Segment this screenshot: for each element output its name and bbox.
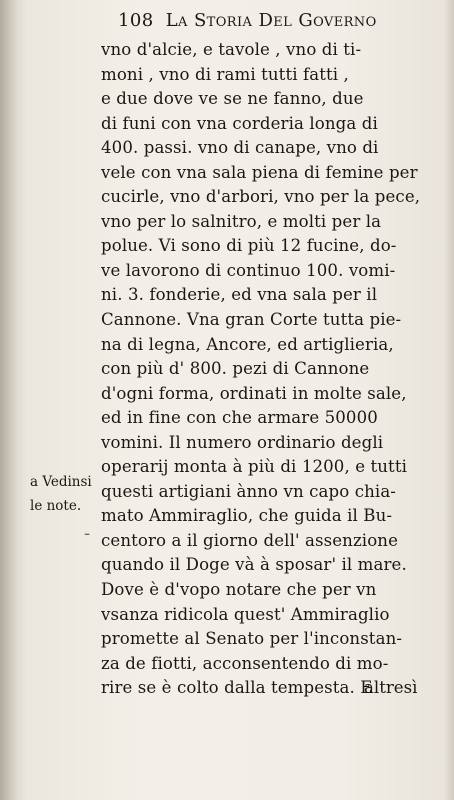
margin-mark: -: [84, 523, 91, 544]
text-line: con più d' 800. pezi di Cannone: [101, 359, 370, 379]
text-line: mato Ammiraglio, che guida il Bu-: [101, 506, 393, 526]
body-text: [101, 38, 431, 701]
catchword: altresì: [364, 678, 418, 697]
text-line: di funi con vna corderia longa di: [101, 113, 378, 133]
text-line: promette al Senato per l'inconstan-: [101, 629, 403, 649]
text-line: polue. Vi sono di più 12 fucine, do-: [101, 236, 397, 256]
text-line: vomini. Il numero ordinario degli: [101, 432, 384, 452]
text-line: operarij monta à più di 1200, e tutti: [101, 457, 408, 477]
text-line: vno per lo salnitro, e molti per la: [101, 211, 382, 231]
text-line: ni. 3. fonderie, ed vna sala per il: [101, 285, 378, 305]
margin-note: [30, 470, 98, 518]
page-header: [118, 10, 418, 36]
text-line: Cannone. Vna gran Corte tutta pie-: [101, 310, 402, 330]
text-line: za de fiotti, acconsentendo di mo-: [101, 653, 389, 673]
running-head: La Storia Del Governo: [165, 10, 377, 31]
text-line: Dove è d'vopo notare che per vn: [101, 580, 377, 600]
text-line: ed in fine con che armare 50000: [101, 408, 378, 428]
text-line: questi artigiani ànno vn capo chia-: [101, 481, 397, 501]
text-line: quando il Doge và à sposar' il mare.: [101, 555, 407, 575]
text-line: ve lavorono di continuo 100. vomi-: [101, 260, 396, 280]
margin-note-line: a Vedinsi: [30, 474, 92, 490]
text-line: na di legna, Ancore, ed artiglieria,: [101, 334, 394, 354]
text-line: vsanza ridicola quest' Ammiraglio: [101, 604, 390, 624]
text-line: 400. passi. vno di canape, vno di: [101, 138, 379, 158]
text-line: vele con vna sala piena di femine per: [101, 162, 418, 182]
text-line: centoro a il giorno dell' assenzione: [101, 530, 398, 550]
page-edge-shadow: [444, 0, 454, 800]
text-line: d'ogni forma, ordinati in molte sale,: [101, 383, 407, 403]
text-line: vno d'alcie, e tavole , vno di ti-: [101, 40, 362, 59]
page-number: 108: [118, 10, 154, 31]
text-line: e due dove ve se ne fanno, due: [101, 89, 364, 109]
text-line: moni , vno di rami tutti fatti ,: [101, 64, 349, 84]
margin-note-line: le note.: [30, 498, 82, 514]
gutter-shadow: [0, 0, 18, 800]
text-line: rire se è colto dalla tempesta. E: [101, 678, 373, 698]
text-line: cucirle, vno d'arbori, vno per la pece,: [101, 187, 421, 207]
